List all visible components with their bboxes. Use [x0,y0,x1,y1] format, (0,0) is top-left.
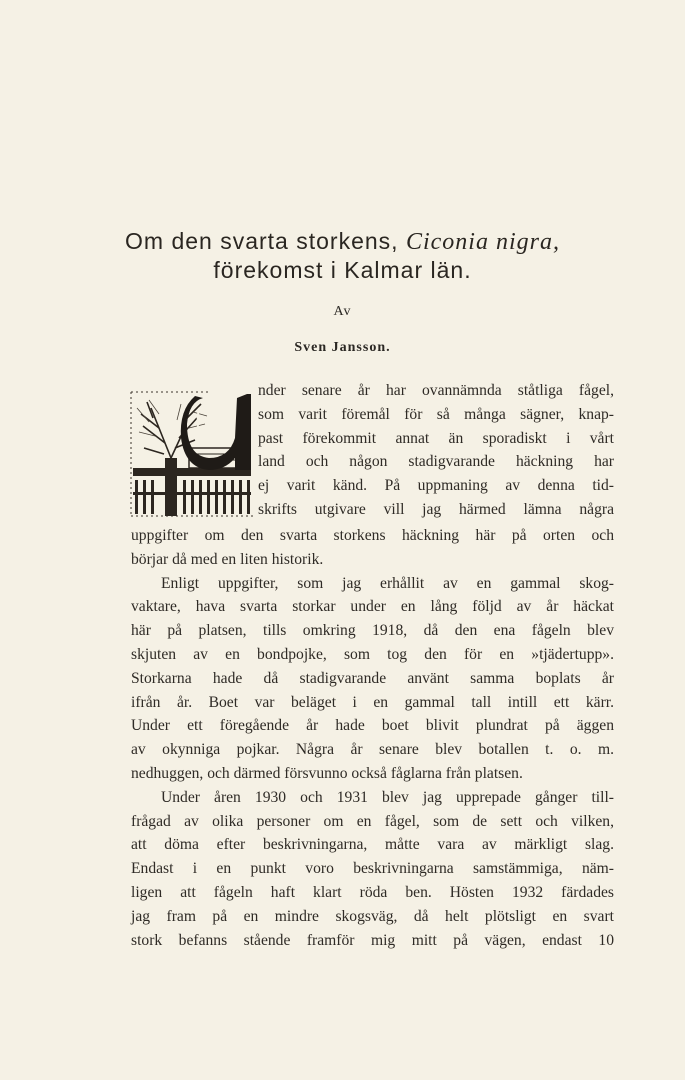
text-line: frågad av olika personer om en fågel, som de sett och vilken, [131,812,614,830]
text-line: Enligt uppgifter, som jag erhållit av en gammal skog- [161,574,614,592]
author-name: Sven Jansson. [294,340,391,355]
text-line: ifrån år. Boet var beläget i en gammal tall intill ett kärr. [131,693,614,711]
text-line: nder senare år har ovannämnda ståtliga fågel, [258,382,614,399]
paragraph-opening [258,379,614,522]
text-line: stork befanns stående framför mig mitt på vägen, endast 10 [131,931,614,949]
text-line: ej varit känd. På uppmaning av denna tid- [258,477,614,495]
text-line: Under ett föregående år hade boet blivit plundrat på äggen [131,717,614,735]
text-line: skrifts utgivare vill jag härmed lämna några [258,500,614,518]
text-line: Under åren 1930 och 1931 blev jag upprepade gånger till- [161,788,614,806]
article-title-line-2: förekomst i Kalmar län. [213,257,472,283]
text-line: Endast i en punkt voro beskrivningarna samstämmiga, näm- [131,860,614,878]
text-line: här på platsen, tills omkring 1918, då den ena fågeln blev [131,622,614,640]
body-text-block [131,524,614,952]
text-line: vaktare, hava svarta storkar under en lång följd av år häckat [131,598,614,616]
text-line: av okynniga pojkar. Några år senare blev botallen t. o. m. [131,741,614,759]
title-text: Om den svarta storkens, [125,228,399,254]
byline-prefix: Av [333,304,352,319]
text-line: att döma efter beskrivningarna, måtte vara av märkligt slag. [131,836,614,854]
text-line: nedhuggen, och därmed försvunno också fåglarna från platsen. [131,764,523,782]
text-line: ligen att fågeln haft klart röda ben. Hösten 1932 färdades [131,883,614,901]
text-line: uppgifter om den svarta storkens häckning här på orten och [131,527,614,544]
decorated-initial-illustration [129,388,253,523]
text-line: börjar då med en liten historik. [131,550,324,568]
text-line: land och någon stadigvarande häckning har [258,453,614,471]
title-species-name: Ciconia nigra, [405,229,560,255]
text-line: Storkarna hade då stadigvarande använt samma boplats år [131,669,614,687]
woodcut-tree-icon [129,388,253,523]
text-line: som varit föremål för så många sägner, knap- [258,405,614,423]
text-line: skjuten av en bondpojke, som tog den för en »tjädertupp». [131,645,614,663]
text-line: past förekommit annat än sporadiskt i vårt [258,429,614,447]
article-title-line-1 [0,228,685,256]
text-line: jag fram på en mindre skogsväg, då helt plötsligt en svart [131,907,614,925]
